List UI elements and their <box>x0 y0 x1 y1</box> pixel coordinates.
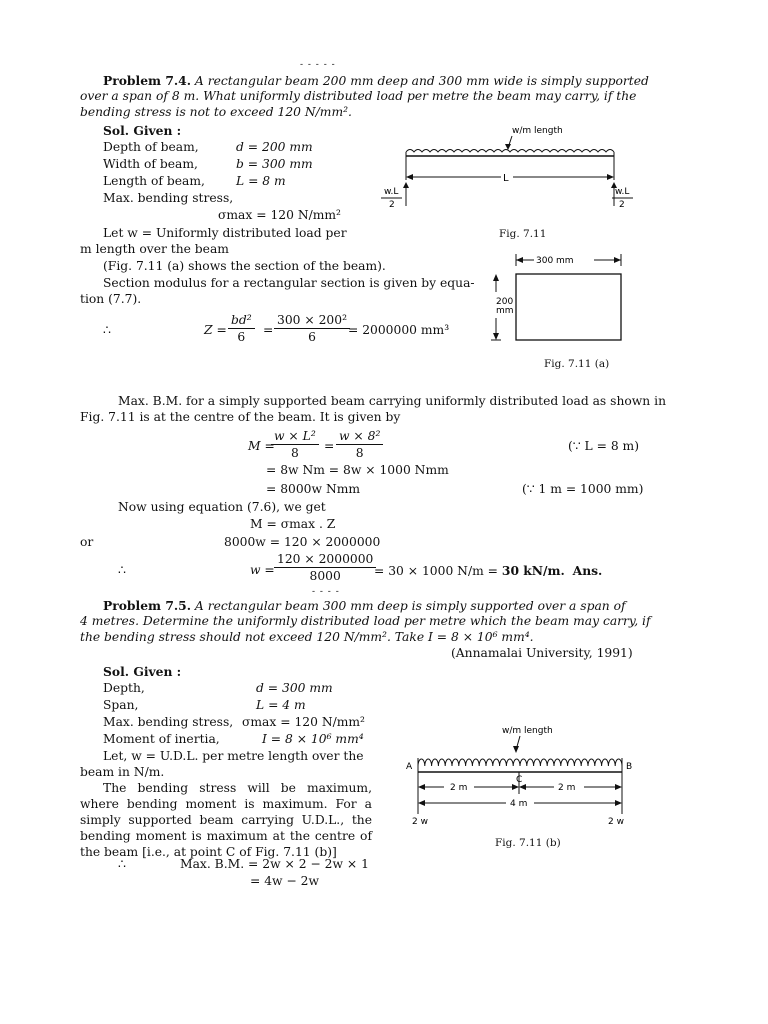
given-value: b = 300 mm <box>236 157 313 171</box>
fraction-numerator: 300 × 200² <box>274 312 350 329</box>
left-segment-label: 2 m <box>450 783 468 793</box>
equation-line: = 8w Nm = 8w × 1000 Nmm <box>266 463 449 477</box>
given-value: I = 8 × 10⁶ mm⁴ <box>262 732 364 746</box>
figure-caption: Fig. 7.11 (a) <box>544 358 610 370</box>
problem-text: over a span of 8 m. What uniformly distributed load per metre the beam may carry, if the <box>80 89 637 103</box>
fraction-numerator: w × L² <box>271 428 319 445</box>
fraction-denominator: 8000 <box>309 569 341 583</box>
equals-sign: = <box>263 323 274 337</box>
height-label: 200 <box>496 297 514 307</box>
problem-text: the bending stress should not exceed 120 N/mm². Take I = 8 × 10⁶ mm⁴. <box>80 630 534 644</box>
body-text: tion (7.7). <box>80 292 142 306</box>
connector-or: or <box>80 535 94 549</box>
point-c-label: C <box>516 775 523 785</box>
given-label: Length of beam, <box>103 174 205 188</box>
point-b-label: B <box>626 762 633 772</box>
body-text: Max. B.M. for a simply supported beam carrying uniformly distributed load as shown in <box>118 394 666 408</box>
given-value: d = 200 mm <box>236 140 313 154</box>
given-label: Width of beam, <box>103 157 198 171</box>
body-text: m length over the beam <box>80 242 229 256</box>
fraction-numerator: bd² <box>228 312 255 329</box>
equation-line: M = σmax . Z <box>250 517 336 531</box>
given-label: Max. bending stress, <box>103 191 234 205</box>
equation-fraction <box>336 428 383 461</box>
problem-text: A rectangular beam 300 mm deep is simply supported over a span of <box>194 599 626 613</box>
therefore-symbol: ∴ <box>118 857 126 871</box>
body-text: Now using equation (7.6), we get <box>118 500 326 514</box>
right-reaction-num: w.L <box>615 187 630 197</box>
solution-heading: Sol. Given : <box>103 664 182 679</box>
separator-dashes: - - - - - <box>300 60 336 70</box>
equation-line: Max. B.M. = 2w × 2 − 2w × 1 <box>180 857 369 871</box>
given-label: Span, <box>103 698 139 712</box>
answer-line <box>374 562 602 580</box>
equation-fraction <box>274 551 376 584</box>
equation-fraction <box>271 428 319 461</box>
source-citation: (Annamalai University, 1991) <box>451 646 633 660</box>
given-label: Max. bending stress, <box>103 715 234 729</box>
body-text: Let, w = U.D.L. per metre length over the <box>103 749 364 763</box>
right-reaction-label: 2 w <box>608 817 624 827</box>
section-diagram <box>486 250 636 348</box>
given-label: Depth of beam, <box>103 140 199 154</box>
equals-sign: = <box>324 439 335 453</box>
fraction-denominator: 6 <box>308 330 316 344</box>
body-text: Let w = Uniformly distributed load per <box>103 226 347 240</box>
left-reaction-label: 2 w <box>412 817 428 827</box>
load-label: w/m length <box>502 726 553 736</box>
equation-line: = 4w − 2w <box>250 874 320 888</box>
given-value: σmax = 120 N/mm² <box>242 715 365 729</box>
equation-lhs: Z = <box>204 323 227 337</box>
problem-heading: Problem 7.4. <box>103 73 191 88</box>
problem-text: A rectangular beam 200 mm deep and 300 mm wide is simply supported <box>194 74 649 88</box>
given-label: Moment of inertia, <box>103 732 220 746</box>
equation-note: (∵ 1 m = 1000 mm) <box>522 482 644 496</box>
solution-heading: Sol. Given : <box>103 123 182 138</box>
body-paragraph: The bending stress will be maximum, where bending moment is maximum. For a simply supported beam carrying U.D.L., the bending moment is maximum at the centre of the beam [i.e., at point C of Fig. 7.11 (b)] <box>80 781 372 859</box>
right-segment-label: 2 m <box>558 783 576 793</box>
separator-dashes: - - - - <box>312 587 340 597</box>
body-text: Section modulus for a rectangular section is given by equa- <box>103 276 475 290</box>
left-reaction-num: w.L <box>384 187 399 197</box>
therefore-symbol: ∴ <box>118 563 126 577</box>
figure-caption: Fig. 7.11 <box>499 228 547 240</box>
given-value: L = 8 m <box>236 174 286 188</box>
problem-text: 4 metres. Determine the uniformly distributed load per metre which the beam may carry, if <box>80 614 651 628</box>
body-text: (Fig. 7.11 (a) shows the section of the beam). <box>103 259 386 273</box>
body-text: Fig. 7.11 is at the centre of the beam. It is given by <box>80 410 401 424</box>
simply-supported-beam-diagram <box>404 720 644 830</box>
given-label: Depth, <box>103 681 145 695</box>
load-label: w/m length <box>512 126 563 136</box>
figure-caption: Fig. 7.11 (b) <box>495 837 561 849</box>
total-span-label: 4 m <box>510 799 528 809</box>
fraction-numerator: 120 × 2000000 <box>274 551 376 568</box>
equation-fraction <box>228 312 255 345</box>
given-value: d = 300 mm <box>256 681 333 695</box>
span-label: L <box>503 173 509 184</box>
problem-text: bending stress is not to exceed 120 N/mm². <box>80 105 352 119</box>
fraction-denominator: 8 <box>290 446 299 460</box>
left-reaction-den: 2 <box>389 200 395 210</box>
answer-label: Ans. <box>572 563 603 578</box>
answer-value: 30 kN/m. <box>501 563 565 578</box>
height-unit-label: mm <box>496 306 514 316</box>
right-reaction-den: 2 <box>619 200 625 210</box>
therefore-symbol: ∴ <box>103 323 111 337</box>
equation-result: = 30 × 1000 N/m = <box>374 564 498 578</box>
equation-result: = 2000000 mm³ <box>348 323 450 337</box>
beam-udl-diagram <box>378 122 640 222</box>
width-label: 300 mm <box>536 256 574 266</box>
point-a-label: A <box>406 762 413 772</box>
given-value: σmax = 120 N/mm² <box>218 208 341 222</box>
equation-line: 8000w = 120 × 2000000 <box>224 535 381 549</box>
equation-lhs: M = <box>248 439 275 453</box>
equation-note: (∵ L = 8 m) <box>568 439 640 453</box>
given-value: L = 4 m <box>256 698 306 712</box>
equation-lhs: w = <box>250 563 275 577</box>
fraction-numerator: w × 8² <box>336 428 383 445</box>
fraction-denominator: 6 <box>237 330 246 344</box>
equation-fraction <box>274 312 350 345</box>
problem-heading: Problem 7.5. <box>103 598 191 613</box>
fraction-denominator: 8 <box>355 446 364 460</box>
body-text: beam in N/m. <box>80 765 165 779</box>
equation-line: = 8000w Nmm <box>266 482 361 496</box>
